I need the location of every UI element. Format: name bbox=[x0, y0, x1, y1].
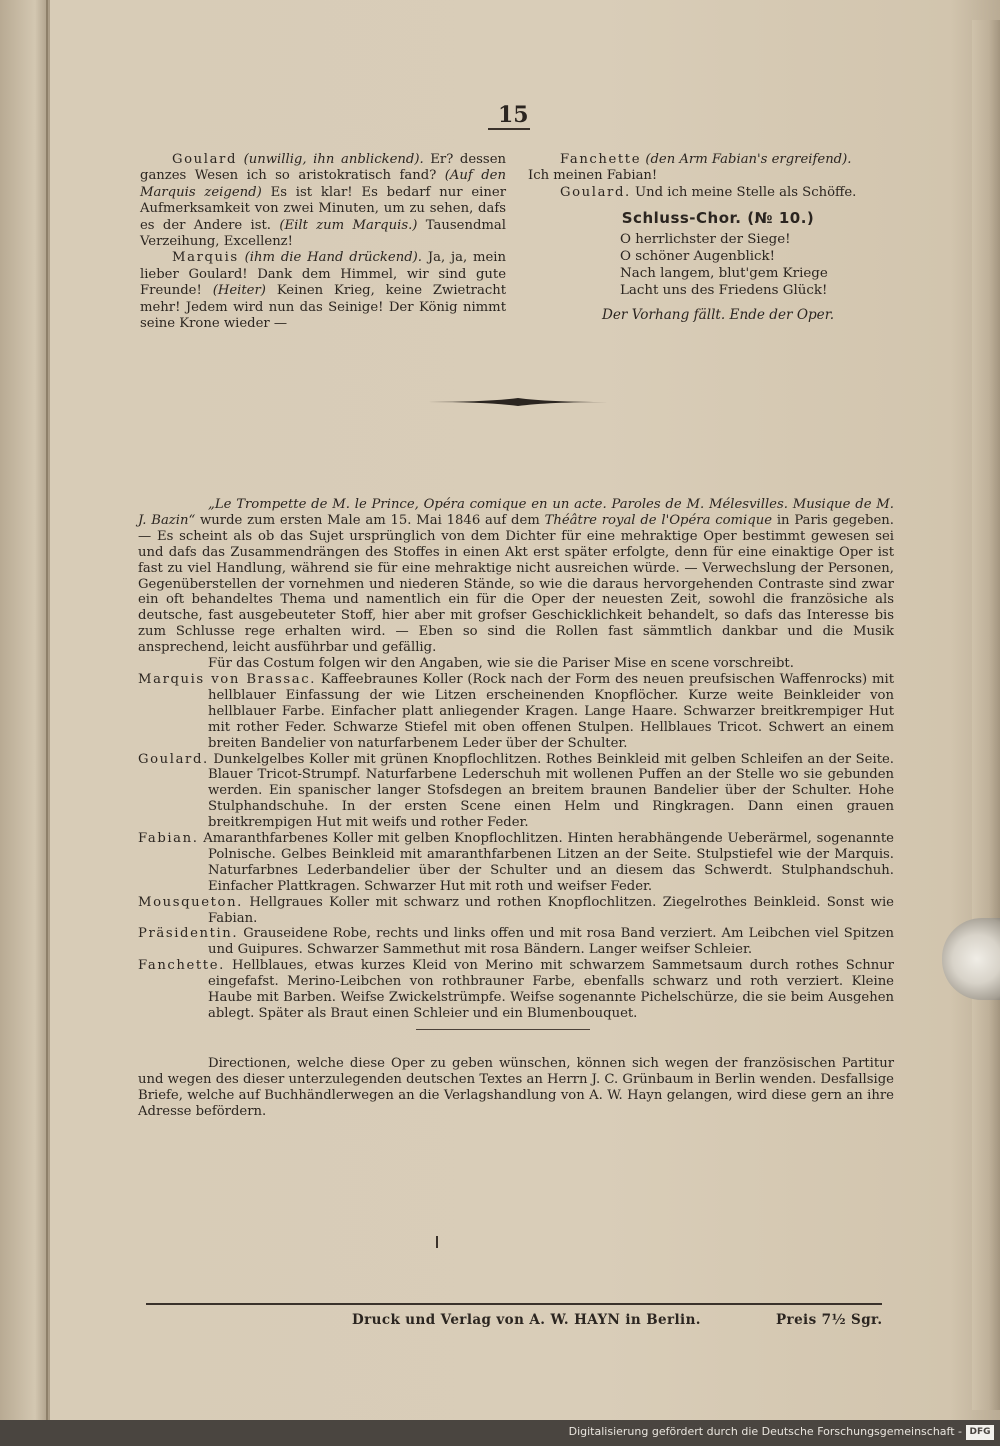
book-gutter bbox=[0, 0, 50, 1420]
fanchette-speech bbox=[528, 152, 908, 168]
digitization-banner bbox=[0, 1420, 1000, 1446]
stage-direction: (den Arm Fabian's ergreifend). bbox=[645, 152, 852, 167]
speaker-marquis: Marquis bbox=[172, 250, 239, 266]
costume-list bbox=[138, 672, 894, 1022]
dfg-logo: DFG bbox=[966, 1425, 994, 1440]
role-name: Mousqueton. bbox=[138, 894, 243, 910]
speech-text: Er? dessen ganzes Wesen ich so aristokratisch fand? bbox=[140, 152, 506, 184]
costume-entry bbox=[138, 672, 894, 752]
stage-direction: (unwillig, ihn anblickend). bbox=[243, 152, 424, 167]
right-column bbox=[528, 152, 908, 323]
intro-text: in Paris gegeben. — Es scheint als ob das Sujet ursprünglich von dem Dichter für eine mehraktige Oper bestimmt gewesen sei und dafs das Zusammendrängen des Stoffes in einen Akt erst später erfolgte, denn für eine einaktige Oper ist fast zu viel Handlung, während sie für eine mehraktige nicht ausreichen würde. — Verwechslung der Personen, Gegenüberstellen der vornehmen und niederen Stände, so wie die daraus hervorgehenden Contraste sind zwar ein oft behandeltes Thema und namentlich ein für die Oper der neuesten Zeit, sowohl die französiche als deutsche, fast ausgebeuteter Stoff, hier aber mit grofser Geschicklichkeit behandelt, so dafs das Interesse bis zum Schlusse rege erhalten wird. — Eben so sind die Rollen fast sämmtlich dankbar und die Musik ansprechend, leicht ausführbar und gefällig. bbox=[138, 512, 894, 656]
role-name: Marquis von Brassac. bbox=[138, 671, 317, 687]
curtain-line: Der Vorhang fällt. Ende der Oper. bbox=[601, 306, 835, 323]
stage-direction: (Heiter) bbox=[212, 283, 266, 299]
verse-line: O herrlichster der Siege! bbox=[620, 231, 791, 247]
page-edge-shadow bbox=[972, 20, 1000, 1410]
ornamental-divider bbox=[428, 396, 608, 408]
imprint: Druck und Verlag von A. W. HAYN in Berlin. bbox=[352, 1312, 701, 1328]
page-number-underline bbox=[488, 128, 530, 130]
verse-line: Nach langem, blut'gem Kriege bbox=[620, 265, 828, 281]
directions-section bbox=[138, 1056, 894, 1120]
role-name: Fabian. bbox=[138, 831, 199, 847]
speaker-fanchette: Fanchette bbox=[560, 152, 642, 167]
page-number: 15 bbox=[498, 102, 529, 128]
section-divider bbox=[416, 1029, 590, 1030]
footer-rule bbox=[146, 1303, 882, 1305]
speech-text: Tausendmal Verzeihung, Excellenz! bbox=[140, 217, 506, 250]
costume-description: Amaranthfarbenes Koller mit gelben Knopflochlitzen. Hinten herabhängende Ueberärmel, sogenannte Polnische. Gelbes Beinkleid mit amaranthfarbenen Litzen an der Seite. Stulpstiefel wie der Marquis. Naturfarbnes Lederbandelier über der Schulter und an diesem das Schwerdt. Stulphandschuh. Einfacher Plattkragen. Schwarzer Hut mit roth und weifser Feder. bbox=[203, 831, 894, 894]
left-column bbox=[140, 152, 506, 332]
speech-text: Keinen Krieg, keine Zwietracht mehr! Jedem wird nun das Seinige! Der König nimmt seine Krone wieder — bbox=[140, 283, 506, 332]
theatre-name: Théâtre royal de l'Opéra comique bbox=[544, 512, 773, 528]
speaker-goulard: Goulard bbox=[172, 152, 237, 167]
costume-description: Hellblaues, etwas kurzes Kleid von Merino mit schwarzem Sammetsaum durch rothes Schnur eingefafst. Merino-Leibchen von rothbrauner Farbe, ebenfalls schwarz und roth verziert. Kleine Haube mit Barben. Weifse Zwickelstrümpfe. Weifse sogenannte Pichelschürze, die sie beim Ausgehen ablegt. Später als Braut einen Schleier und ein Blumenbouquet. bbox=[208, 958, 894, 1021]
opera-title: „Le Trompette de M. le Prince, Opéra comique en un acte. Paroles de M. Mélesvilles. Musique de M. J. Bazin“ bbox=[138, 497, 894, 528]
costume-intro: Für das Costum folgen wir den Angaben, wie sie die Pariser Mise en scene vorschreibt. bbox=[208, 656, 794, 672]
stage-direction: (Auf den Marquis zeigend) bbox=[140, 168, 506, 200]
costume-description: Grauseidene Robe, rechts und links offen und mit rosa Band verziert. Am Leibchen viel Spitzen und Guipures. Schwarzer Sammethut mit rosa Bändern. Langer weifser Schleier. bbox=[208, 926, 894, 958]
costume-entry bbox=[138, 958, 894, 1022]
costume-description: Kaffeebraunes Koller (Rock nach der Form des neuen preufsischen Waffenrocks) mit hellblauer Einfassung der wie Litzen erscheinenden Knopflöcher. Kurze weite Beinkleider von hellblauer Farbe. Einfacher platt anliegender Kragen. Lange Haare. Schwarzer breitkrempiger Hut mit rother Feder. Schwarze Stiefel mit oben offenen Stulpen. Hellblaues Tricot. Schwert an einem breiten Bandelier von naturfarbenem Leder über der Schulter. bbox=[208, 671, 894, 751]
fanchette-line: Ich meinen Fabian! bbox=[528, 168, 658, 184]
costume-entry bbox=[138, 895, 894, 927]
marquis-speech bbox=[140, 250, 506, 332]
commentary-section bbox=[138, 497, 894, 1022]
gutter-crease bbox=[46, 0, 48, 1420]
goulard-line bbox=[528, 185, 908, 201]
verse-line: O schöner Augenblick! bbox=[620, 248, 776, 264]
speech-text: Und ich meine Stelle als Schöffe. bbox=[635, 184, 857, 200]
verse-line: Lacht uns des Friedens Glück! bbox=[620, 282, 828, 298]
intro-paragraph bbox=[138, 497, 894, 656]
costume-entry bbox=[138, 831, 894, 895]
intro-text: wurde zum ersten Male am 15. Mai 1846 auf dem bbox=[195, 512, 545, 528]
goulard-speech bbox=[140, 152, 506, 250]
stage-direction: (Eilt zum Marquis.) bbox=[279, 217, 418, 233]
stage-direction: (ihm die Hand drückend). bbox=[244, 250, 422, 266]
funding-note: Digitalisierung gefördert durch die Deutsche Forschungsgemeinschaft - bbox=[568, 1425, 962, 1438]
speech-text: Es ist klar! Es bedarf nur einer Aufmerksamkeit von zwei Minuten, um zu sehen, dafs es der Andere ist. bbox=[140, 184, 506, 233]
role-name: Goulard. bbox=[138, 751, 209, 767]
role-name: Fanchette. bbox=[138, 958, 225, 974]
speaker-goulard: Goulard. bbox=[560, 184, 631, 200]
directions-paragraph: Directionen, welche diese Oper zu geben wünschen, können sich wegen der französischen Partitur und wegen des dieser unterzulegenden deutschen Textes an Herrn J. C. Grünbaum in Berlin wenden. Desfallsige Briefe, welche auf Buchhändlerwegen an die Verlagshandlung von A. W. Hayn gelangen, wird diese gern an ihre Adresse befördern. bbox=[138, 1056, 894, 1119]
speech-text: Ja, ja, mein lieber Goulard! Dank dem Himmel, wir sind gute Freunde! bbox=[140, 250, 506, 299]
costume-description: Dunkelgelbes Koller mit grünen Knopflochlitzen. Rothes Beinkleid mit gelben Schleifen an der Seite. Blauer Tricot-Strumpf. Naturfarbene Lederschuh mit wollenen Puffen an der Stelle wo sie gebunden werden. Ein spanischer langer Stofsdegen an breitem braunen Bandelier über der Schulter. Hohe Stulphandschuhe. In der ersten Scene einen Helm und Ringkragen. Dann einen grauen breitkrempigen Hut mit weifs und rother Feder. bbox=[208, 751, 894, 831]
costume-entry bbox=[138, 926, 894, 958]
role-name: Präsidentin. bbox=[138, 926, 239, 942]
costume-description: Hellgraues Koller mit schwarz und rothen Knopflochlitzen. Ziegelrothes Beinkleid. Sonst wie Fabian. bbox=[208, 894, 894, 926]
costume-entry bbox=[138, 752, 894, 832]
chorus-heading: Schluss-Chor. (№ 10.) bbox=[621, 209, 815, 228]
printer-mark bbox=[436, 1236, 438, 1248]
price: Preis 7½ Sgr. bbox=[776, 1312, 883, 1328]
